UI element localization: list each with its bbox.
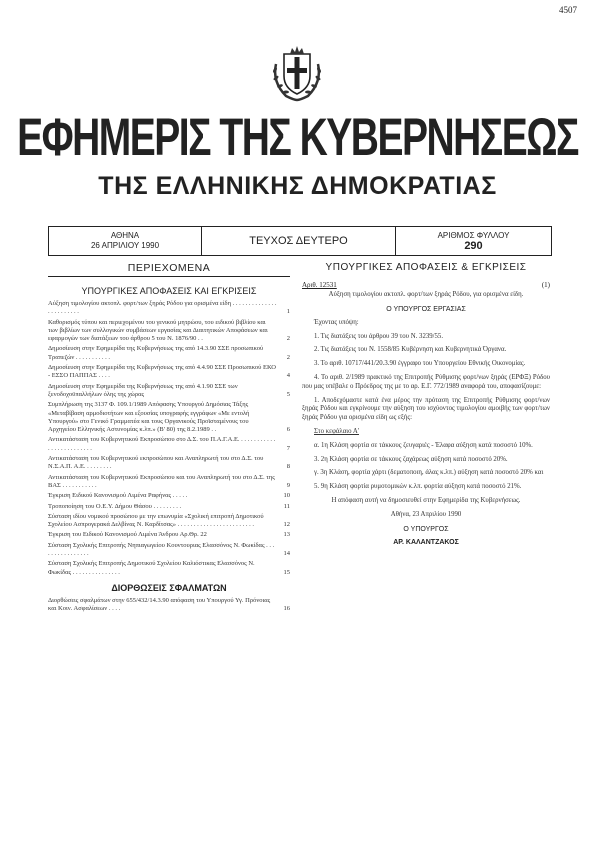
contents-item (48, 401, 290, 434)
decision-paragraph: 2. Τις διατάξεις του Ν. 1558/85 Κυβέρνηση και Κυβερνητικά Όργανα. (314, 346, 507, 354)
contents-item-page: 12 (283, 521, 290, 529)
contents-item (48, 597, 290, 614)
contents-item-page: 6 (286, 426, 290, 434)
contents-item-text: Έγκριση Ειδικού Κανονισμού Λιμένα Ραφήνας . . . . . (48, 492, 188, 500)
contents-column (48, 262, 290, 616)
decision-paragraph: 1. Τις διατάξεις του άρθρου 39 του Ν. 3239/55. (314, 332, 444, 340)
greek-coat-of-arms-icon (266, 42, 328, 104)
chapter-heading: Στο κεφάλαιο Α' (314, 427, 359, 435)
contents-item-page: 16 (283, 605, 290, 613)
contents-item-text: Σύσταση Σχολικής Επιτροπής Δημοτικού Σχολείου Καλιόστικας Ελασσόνος Ν. Φωκίδας . . . . . . . . . . . . . . . (48, 560, 255, 576)
contents-item-page: 1 (286, 308, 290, 316)
decision-item: 5. 9η Κλάση φορτία ρυμοτομικών κ.λπ. φορτία αύξηση κατά ποσοστό 21%. (314, 483, 522, 491)
contents-item-page: 7 (286, 444, 290, 452)
issue-volume (202, 227, 396, 255)
decision-index: (1) (541, 281, 550, 289)
signer-role: Ο ΥΠΟΥΡΓΟΣ (403, 525, 449, 533)
contents-item-text: Αντικατάσταση του Κυβερνητικού Εκπροσώπου στο Δ.Σ. του Π.Α.Γ.Α.Ε. . . . . . . . . . . . . . . . . . . . . . . . . . (48, 436, 276, 452)
decision-reference (302, 281, 550, 289)
place-date: Αθήνα, 23 Απριλίου 1990 (390, 510, 462, 518)
errata-list (48, 597, 290, 614)
contents-item (48, 364, 290, 381)
contents-item (48, 345, 290, 362)
contents-item (48, 300, 290, 317)
signer-name: ΑΡ. ΚΑΛΑΝΤΖΑΚΟΣ (393, 538, 459, 546)
sheet-number-label: ΑΡΙΘΜΟΣ ΦΥΛΛΟΥ (437, 231, 510, 240)
issue-place-date (49, 227, 202, 255)
contents-item-text: Συμπλήρωση της 3137 Φ. 109.1/1989 Απόφασης Υπουργού Δημόσιας Τάξης «Μεταβίβαση αρμοδιοτήτων και εξουσίας υπογραφής εγγράφων «Με εντολή Υπουργού» στο Γενικό Γραμματέα και τους Οργανικούς Προϊσταμένους του Αρχηγείου Ελληνικής Αστυνομίας κ.λπ.» (Β' 80) της 8.2.1989 . . (48, 401, 250, 434)
contents-item (48, 492, 290, 500)
decision-paragraph: 4. Το αριθ. 2/1989 πρακτικό της Επιτροπής Ρύθμισης φορτ/νων ξηράς (ΕΡΦΞ) Ρόδου που μας υπέβαλε ο Πρόεδρος της με το αρ. Ε.Γ. 772/1989 αναφορά του, αποφασίζουμε: (302, 373, 550, 390)
contents-item-page: 4 (286, 372, 290, 380)
sheet-number: 290 (464, 240, 483, 252)
contents-item-page: 8 (286, 463, 290, 471)
masthead (0, 109, 595, 201)
contents-item-page: 14 (283, 550, 290, 558)
contents-item-text: Έγκριση του Ειδικού Κανονισμού Λιμένα Άνδρου Αρ.Θρ. 22 (48, 531, 207, 539)
gazette-title: ΕΦΗΜΕΡΙΣ ΤΗΣ ΚΥΒΕΡΝΗΣΕΩΣ (17, 109, 578, 168)
errata-title: ΔΙΟΡΘΩΣΕΙΣ ΣΦΑΛΜΑΤΩΝ (111, 582, 227, 593)
contents-item-text: Αντικατάσταση του Κυβερνητικού Εκπροσώπου και του Αναπληρωτή του στο Δ.Σ. της ΒΑΣ . . . . . . . . . . . (48, 473, 275, 489)
contents-item (48, 503, 290, 511)
contents-item (48, 436, 290, 453)
decision-item: γ. 3η Κλάση, φορτία χάρτι (δεματοποιη, άλας κ.λπ.) αύξηση κατά ποσοστό 20% και (314, 469, 544, 477)
contents-item-page: 15 (283, 568, 290, 576)
gazette-subtitle: ΤΗΣ ΕΛΛΗΝΙΚΗΣ ΔΗΜΟΚΡΑΤΙΑΣ (98, 172, 497, 200)
decision-item: α. 1η Κλάση φορτία σε τάκκους ζευγαριές - Έλαφα αύξηση κατά ποσοστό 10%. (314, 441, 533, 449)
contents-item-page: 5 (286, 390, 290, 398)
contents-subheading: ΥΠΟΥΡΓΙΚΕΣ ΑΠΟΦΑΣΕΙΣ ΚΑΙ ΕΓΚΡΙΣΕΙΣ (81, 286, 257, 296)
contents-item-page: 2 (286, 335, 290, 343)
issue-city: ΑΘΗΝΑ (110, 231, 140, 240)
contents-item-text: Διορθώσεις σφαλμάτων στην 655/432/14.3.90 απόφαση του Υπουργού Υγ. Πρόνοιας και Κοιν. Ασφαλίσεων . . . . (48, 596, 271, 613)
decisions-column (302, 262, 550, 546)
minister-heading: Ο ΥΠΟΥΡΓΟΣ ΕΡΓΑΣΙΑΣ (386, 305, 466, 313)
contents-item-page: 11 (283, 502, 290, 510)
decision-number: Αριθ. 12531 (302, 281, 337, 289)
contents-item (48, 513, 290, 530)
contents-item-text: Τροποποίηση του Ο.Ε.Υ. Δήμου Θάσου . . . . . . . . . (48, 502, 182, 510)
contents-item-text: Σύσταση Σχολικής Επιτροπής Νηπιαγωγείου Κουντουριας Ελασσόνος Ν. Φωκίδας . . . . . . . . . . . . . . . . (48, 541, 275, 558)
decision-items (302, 442, 550, 492)
decision-paragraphs (302, 333, 550, 423)
closing-line: Η απόφαση αυτή να δημοσιευθεί στην Εφημερίδα της Κυβερνήσεως. (331, 496, 521, 504)
decisions-title: ΥΠΟΥΡΓΙΚΕΣ ΑΠΟΦΑΣΕΙΣ & ΕΓΚΡΙΣΕΙΣ (325, 262, 527, 273)
issue-sheet (396, 227, 551, 255)
contents-item (48, 560, 290, 577)
contents-item-text: Αντικατάσταση του Κυβερνητικού εκπροσώπου και Αναπληρωτή του στο Δ.Σ. του Ν.Σ.Α.Π. Α.Ε. . . . . . . . . (48, 455, 264, 471)
contents-item (48, 455, 290, 472)
considering-line: Έχοντας υπόψη: (314, 318, 359, 326)
issue-date: 26 ΑΠΡΙΛΙΟΥ 1990 (90, 241, 160, 250)
contents-item-text: Δημοσίευση στην Εφημερίδα της Κυβερνήσεως της από 4.4.90 ΣΣΕ Προσωπικού ΕΚΟ - ΕΣΣΟ ΠΑΠΠΑΣ . . . . (48, 364, 276, 380)
contents-item-text: Σύσταση ιδίου νομικού προσώπου με την επωνυμία «Σχολική επιτροπή Δημοτικού Σχολείου Ασπρογερακά Δελβίνας Ν. Καρδίτσας» . . . . . . . . . . . . . . . . . . . . . . . . (48, 512, 264, 529)
contents-title: ΠΕΡΙΕΧΟΜΕΝΑ (48, 262, 290, 277)
contents-item-text: Δημοσίευση στην Εφημερίδα της Κυβερνήσεως της από 14.3.90 ΣΣΕ προσωπικού Τραπεζών . . . . . . . . . . . (48, 345, 264, 361)
decision-paragraph: 1. Αποδεχόμαστε κατά ένα μέρος την πρόταση της Επιτροπής Ρύθμισης φορτ/νων ξηράς Ρόδου και εγκρίνουμε την αύξηση του ισχύοντος τιμολογίου αμοιβής των φορτ/των ξηράς Ρόδου για ορισμένα είδη ως εξής: (302, 396, 550, 422)
contents-item (48, 542, 290, 559)
contents-item-text: Αύξηση τιμολογίου ακτοπλ. φορτ/των ξηράς Ρόδου για ορισμένα είδη . . . . . . . . . . . . . . . . . . . . . . . . (48, 300, 277, 316)
issue-info-box (48, 226, 552, 256)
contents-item-text: Καθορισμός τύπου και περιεχομένου του γενικού μητρώου, του ειδικού βιβλίου και των βιβλίων των συλλογικών συμβάσεων εργασίας και Διαιτητικών Αποφάσεων και εφαρμογών των διατάξεων του άρθρου 5 του Ν. 1876/90 . . (48, 318, 268, 343)
contents-item (48, 474, 290, 491)
contents-item (48, 319, 290, 344)
contents-item-text: Δημοσίευση στην Εφημερίδα της Κυβερνήσεως της από 4.1.90 ΣΣΕ των ξενοδοχοϋπαλλήλων όλης της χώρας (48, 382, 238, 398)
contents-list (48, 300, 290, 577)
contents-item-page: 10 (283, 492, 290, 500)
page-number: 4507 (559, 5, 577, 15)
contents-item-page: 9 (286, 481, 290, 489)
decision-item: 3. 2η Κλάση φορτία σε τάκκους ζαχάρεως αύξηση κατά ποσοστό 20%. (314, 455, 508, 463)
contents-item-page: 13 (283, 531, 290, 539)
contents-item (48, 531, 290, 539)
issue-volume-label: ΤΕΥΧΟΣ ΔΕΥΤΕΡΟ (249, 235, 348, 247)
decision-paragraph: 3. Το αριθ. 10717/441/20.3.90 έγγραφο του Υπουργείου Εθνικής Οικονομίας. (314, 360, 526, 368)
contents-item (48, 383, 290, 400)
contents-item-page: 2 (286, 353, 290, 361)
decision-subject: Αύξηση τιμολογίου ακτοπλ. φορτ/των ξηράς Ρόδου, για ορισμένα είδη. (328, 291, 524, 298)
